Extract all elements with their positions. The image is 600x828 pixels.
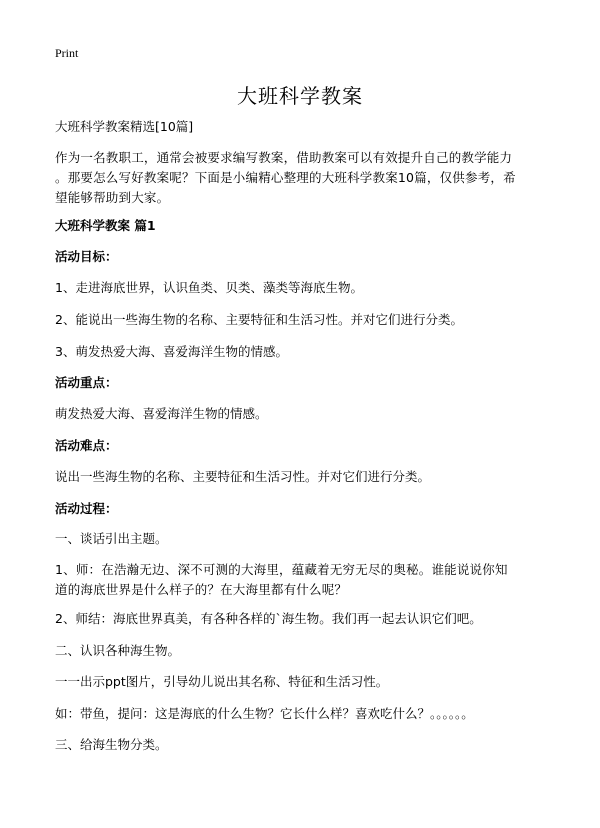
process-step-title: 三、给海生物分类。 bbox=[55, 737, 168, 752]
process-item: 2、师结：海底世界真美，有各种各样的`海生物。我们再一起去认识它们吧。 bbox=[55, 611, 482, 626]
process-step-title: 二、认识各种海生物。 bbox=[55, 643, 181, 658]
intro-line: 。那要怎么写好教案呢？下面是小编精心整理的大班科学教案10篇，仅供参考，希 bbox=[55, 170, 516, 185]
page-title: 大班科学教案 bbox=[237, 84, 363, 108]
process-item bbox=[55, 560, 547, 600]
process-item: 如：带鱼，提问：这是海底的什么生物？它长什么样？喜欢吃什么？。。。。。。 bbox=[55, 706, 474, 721]
intro-line: 望能够帮助到大家。 bbox=[55, 190, 170, 205]
process-item-line: 1、师：在浩瀚无边、深不可测的大海里，蕴藏着无穷无尽的奥秘。谁能说说你知 bbox=[55, 562, 508, 577]
goal-item: 3、萌发热爱大海、喜爱海洋生物的情感。 bbox=[55, 344, 288, 359]
process-item-line: 道的海底世界是什么样子的？在大海里都有什么呢？ bbox=[55, 582, 348, 597]
intro-line: 作为一名教职工，通常会被要求编写教案，借助教案可以有效提升自己的教学能力 bbox=[55, 150, 513, 165]
print-link[interactable]: Print bbox=[55, 46, 79, 60]
subtitle: 大班科学教案精选[10篇] bbox=[55, 119, 194, 134]
goal-item: 2、能说出一些海生物的名称、主要特征和生活习性。并对它们进行分类。 bbox=[55, 312, 463, 327]
process-heading: 活动过程： bbox=[55, 501, 118, 516]
process-step-title: 一、谈话引出主题。 bbox=[55, 531, 168, 546]
goal-item: 1、走进海底世界，认识鱼类、贝类、藻类等海底生物。 bbox=[55, 280, 363, 295]
process-item: 一一出示ppt图片，引导幼儿说出其名称、特征和生活习性。 bbox=[55, 674, 389, 689]
difficulty-heading: 活动难点： bbox=[55, 438, 118, 453]
goals-heading: 活动目标： bbox=[55, 249, 118, 264]
section-heading: 大班科学教案 篇1 bbox=[55, 218, 156, 233]
focus-text: 萌发热爱大海、喜爱海洋生物的情感。 bbox=[55, 406, 268, 421]
focus-heading: 活动重点： bbox=[55, 375, 118, 390]
difficulty-text: 说出一些海生物的名称、主要特征和生活习性。并对它们进行分类。 bbox=[55, 469, 431, 484]
intro-paragraph bbox=[55, 148, 547, 208]
